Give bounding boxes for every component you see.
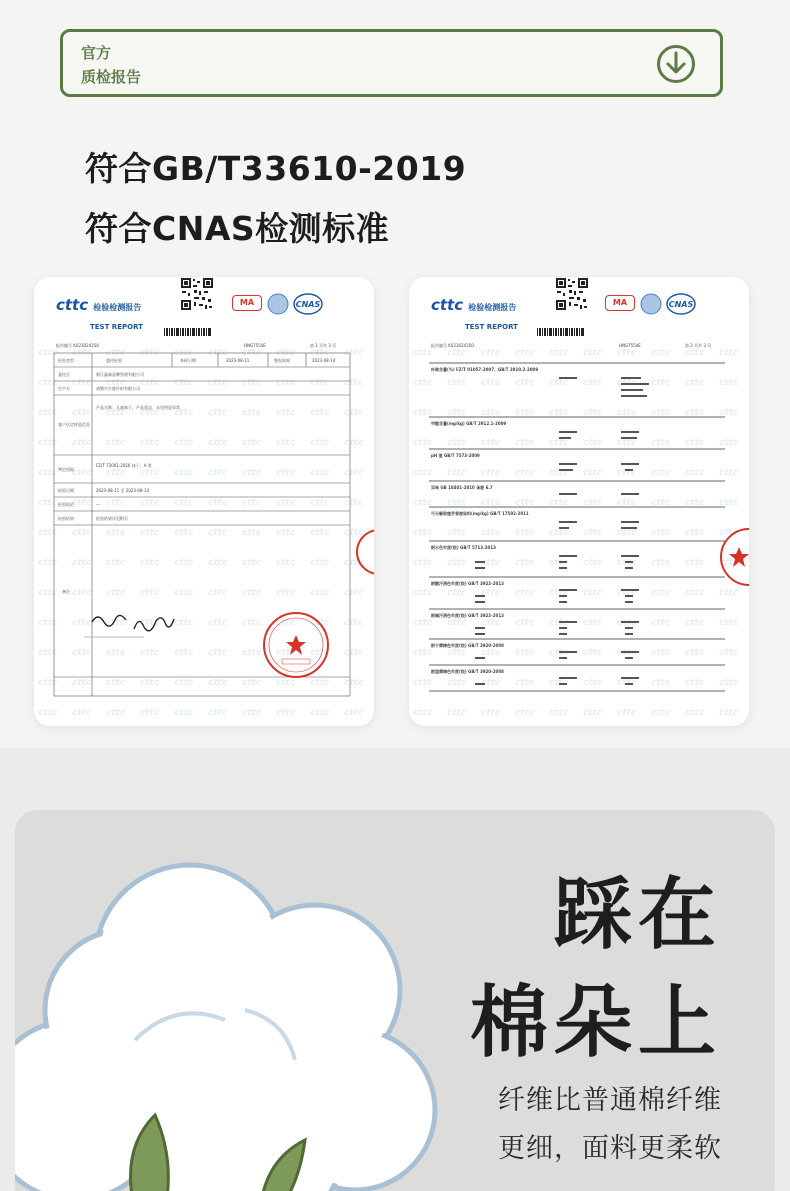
ilac-cnas-badges-icon	[267, 293, 327, 315]
row-value: 2023-08-11	[226, 358, 250, 363]
row-label: 委托方	[58, 372, 70, 377]
row-value: 诸暨市万庭针织有限公司	[96, 386, 140, 391]
row-value: 2023-08-14	[312, 358, 336, 363]
report-bar-label-report: 质检报告	[81, 68, 142, 86]
row-label: 判定依据	[58, 467, 74, 472]
certificate-page-1[interactable]	[34, 277, 374, 726]
row-value: 委托检验	[106, 358, 122, 363]
cnas-text: CNAS	[668, 300, 694, 309]
test-item: pH 值 GB/T 7573-2009	[431, 453, 480, 458]
remark-label: 备注	[62, 589, 70, 594]
row-label: 检验类型	[58, 358, 74, 363]
certificate-page-2[interactable]	[409, 277, 749, 726]
report-number: 报告编号 K023024350	[56, 343, 99, 348]
test-item: 纤维含量(%) FZ/T 01057-2007、GB/T 2910.2-2009	[431, 367, 539, 372]
row-value: 浙江鑫森品牌管理有限公司	[96, 372, 144, 377]
report-bar-label-official: 官方	[81, 44, 112, 62]
row-label: 检验结论	[58, 502, 74, 507]
cttc-logo: cttc 检验检测报告 TEST REPORT	[56, 296, 143, 331]
sample-number: HNG7554E	[244, 343, 266, 348]
page-number: 第 2 页共 3 页	[685, 343, 712, 348]
test-item: 耐酸汗渍色牢度(级) GB/T 3922-2013	[431, 581, 504, 586]
page-number: 第 1 页共 3 页	[310, 343, 337, 348]
row-label: 客户认定样品信息	[58, 422, 90, 427]
sample-number: HNG7554E	[619, 343, 641, 348]
row-value: —	[96, 502, 100, 507]
row-label: 检验日期	[58, 488, 74, 493]
row-value: FZ/T 73001-2016 袜子，A 类	[96, 463, 152, 468]
cttc-logo: cttc 检验检测报告 TEST REPORT	[431, 296, 518, 331]
row-value: 产品名称：儿童袜子，产品状态：未见明显异常	[96, 405, 180, 410]
quality-report-bar[interactable]	[60, 29, 723, 97]
cotton-desc-line-1: 纤维比普通棉纤维	[498, 1085, 722, 1116]
qr-code-icon	[555, 277, 589, 311]
test-item: 耐碱汗渍色牢度(级) GB/T 3922-2013	[431, 613, 504, 618]
standard-cnas-heading: 符合CNAS检测标准	[85, 209, 390, 248]
row-value: 2023-08-11 至 2023-08-14	[96, 488, 150, 493]
download-circle-icon[interactable]	[656, 44, 696, 84]
test-item: 甲醛含量(mg/kg) GB/T 2912.1-2009	[431, 421, 507, 426]
ma-badge-icon: MA	[605, 295, 635, 311]
row-label: 来样日期	[180, 358, 196, 363]
ma-badge-icon: MA	[232, 295, 262, 311]
cotton-title-line-2: 棉朵上	[469, 978, 722, 1068]
row-label: 生产方	[58, 386, 70, 391]
cnas-text: CNAS	[295, 300, 321, 309]
standard-gb-heading: 符合GB/T33610-2019	[85, 149, 467, 188]
barcode-icon	[537, 328, 584, 336]
ilac-cnas-badges-icon	[640, 293, 700, 315]
row-label: 检验结果	[58, 516, 74, 521]
qr-code-icon	[180, 277, 214, 311]
test-item: 异味 GB 18401-2010 条款 6.7	[431, 485, 493, 490]
cotton-title-line-1: 踩在	[553, 870, 722, 960]
test-item: 可分解致癌芳香胺染料(mg/kg) GB/T 17592-2011	[431, 511, 529, 516]
row-label: 签发时间	[274, 358, 290, 363]
barcode-icon	[162, 327, 214, 337]
test-item: 耐水色牢度(级) GB/T 5713-2013	[431, 545, 496, 550]
test-item: 耐干摩擦色牢度(级) GB/T 3920-2008	[431, 643, 504, 648]
cotton-desc-line-2: 更细，面料更柔软	[498, 1133, 722, 1164]
report-number: 报告编号 K023024350	[431, 343, 474, 348]
row-value: 检验结果详见附页	[96, 516, 128, 521]
test-item: 耐湿摩擦色牢度(级) GB/T 3920-2008	[431, 669, 504, 674]
